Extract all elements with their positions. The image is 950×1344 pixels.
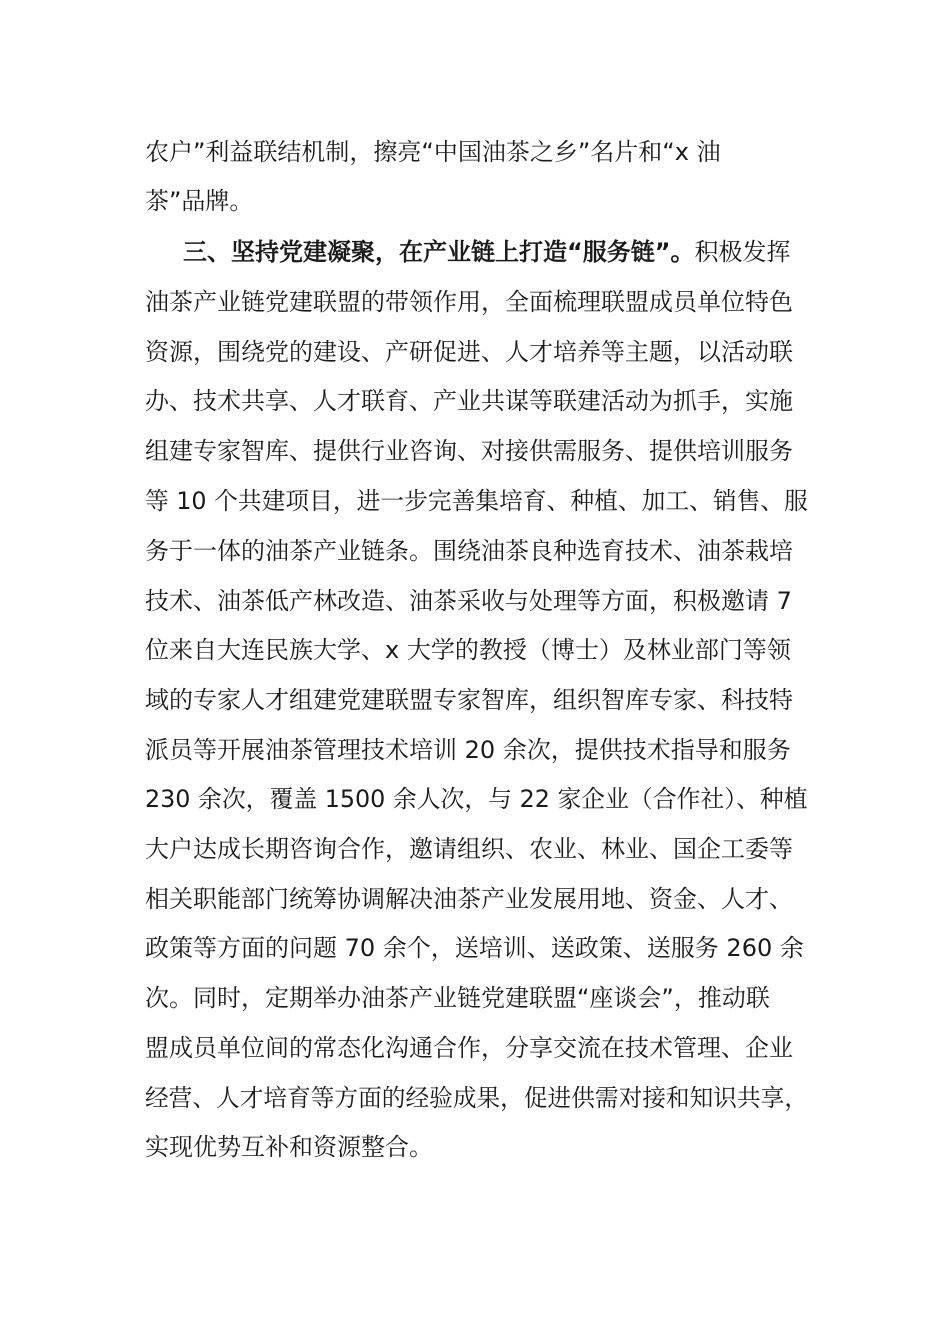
text-line: 相关职能部门统筹协调解决油茶产业发展用地、资金、人才、 bbox=[145, 885, 793, 913]
text-line: 积极发挥 bbox=[694, 238, 791, 266]
text-line: 位来自大连民族大学、x 大学的教授（博士）及林业部门等领 bbox=[145, 636, 791, 664]
text-line: 农户”利益联结机制，擦亮“中国油茶之乡”名片和“x 油 bbox=[145, 138, 721, 166]
text-line: 实现优势互补和资源整合。 bbox=[145, 1133, 433, 1161]
text-line: 茶”品牌。 bbox=[145, 187, 254, 215]
text-line: 政策等方面的问题 70 余个，送培训、送政策、送服务 260 余 bbox=[145, 934, 804, 962]
text-line: 大户达成长期咨询合作，邀请组织、农业、林业、国企工委等 bbox=[145, 835, 793, 863]
text-line: 技术、油茶低产林改造、油茶采收与处理等方面，积极邀请 7 bbox=[145, 587, 792, 615]
section-heading-line bbox=[183, 237, 791, 267]
text-line: 230 余次，覆盖 1500 余人次，与 22 家企业（合作社）、种植 bbox=[145, 785, 808, 813]
text-line: 盟成员单位间的常态化沟通合作，分享交流在技术管理、企业 bbox=[145, 1034, 793, 1062]
text-line: 次。同时，定期举办油茶产业链党建联盟“座谈会”，推动联 bbox=[145, 984, 770, 1012]
text-line: 域的专家人才组建党建联盟专家智库，组织智库专家、科技特 bbox=[145, 686, 793, 714]
text-line: 务于一体的油茶产业链条。围绕油茶良种选育技术、油茶栽培 bbox=[145, 537, 793, 565]
text-line: 组建专家智库、提供行业咨询、对接供需服务、提供培训服务 bbox=[145, 437, 793, 465]
text-line: 办、技术共享、人才联育、产业共谋等联建活动为抓手，实施 bbox=[145, 387, 793, 415]
text-line: 资源，围绕党的建设、产研促进、人才培养等主题，以活动联 bbox=[145, 338, 793, 366]
text-line: 派员等开展油茶管理技术培训 20 余次，提供技术指导和服务 bbox=[145, 736, 791, 764]
text-line: 等 10 个共建项目，进一步完善集培育、种植、加工、销售、服 bbox=[145, 487, 808, 515]
text-line: 经营、人才培育等方面的经验成果，促进供需对接和知识共享， bbox=[145, 1084, 808, 1112]
text-line: 油茶产业链党建联盟的带领作用，全面梳理联盟成员单位特色 bbox=[145, 288, 793, 316]
section-heading: 三、坚持党建凝聚，在产业链上打造“服务链”。 bbox=[183, 238, 695, 266]
